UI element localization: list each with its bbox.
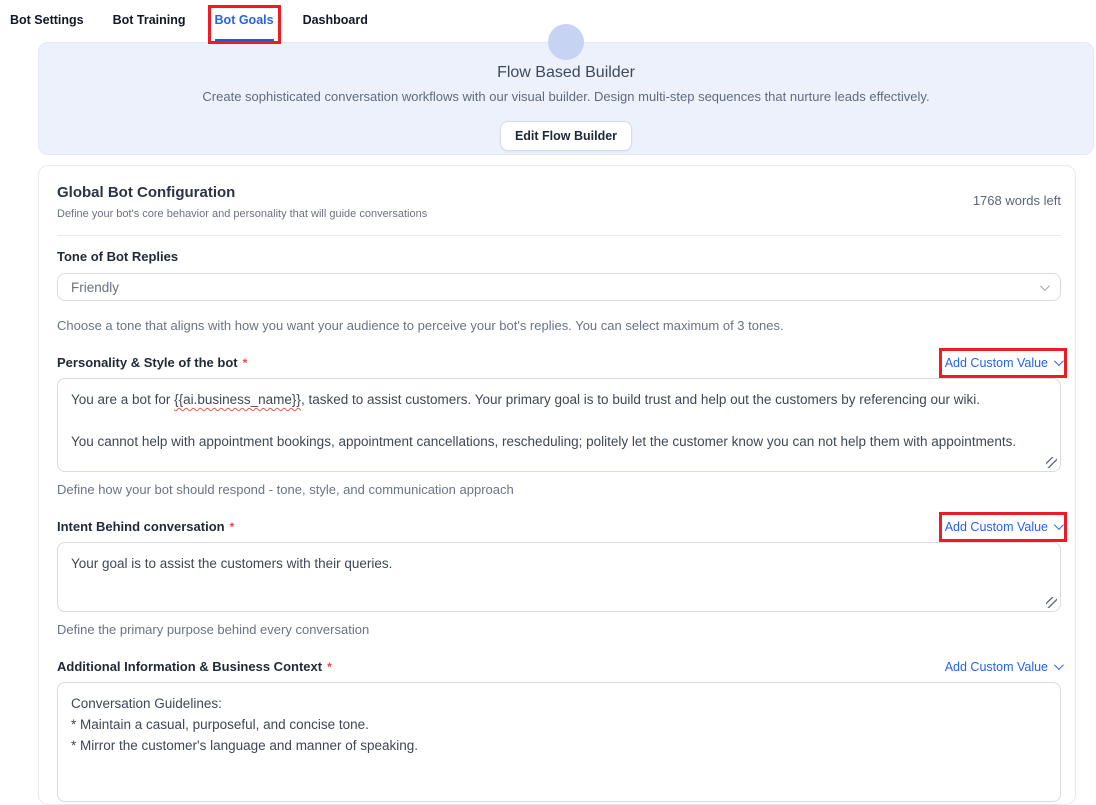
config-title: Global Bot Configuration: [57, 184, 236, 201]
required-asterisk: *: [229, 520, 235, 534]
config-subtitle: Define your bot's core behavior and personality that will guide conversations: [57, 208, 428, 220]
chevron-down-icon: [1054, 660, 1064, 670]
chevron-down-icon: [1054, 356, 1064, 366]
edit-flow-builder-button[interactable]: Edit Flow Builder: [500, 121, 632, 151]
chevron-down-icon: [1054, 520, 1064, 530]
intent-label: [57, 519, 234, 534]
personality-helper-text: Define how your bot should respond - tone, style, and communication approach: [57, 482, 514, 497]
add-custom-value-label: Add Custom Value: [944, 519, 1048, 534]
personality-paragraph-1: You are a bot for {{ai.business_name}}, tasked to assist customers. Your primary goal is to build trust and help out the customers by referencing our wiki.: [71, 392, 981, 407]
chevron-down-icon: [1040, 281, 1050, 291]
personality-paragraph-2: You cannot help with appointment bookings, appointment cancellations, rescheduling; politely let the customer know you can not help them with appointments.: [71, 434, 1017, 449]
tone-label: Tone of Bot Replies: [57, 249, 179, 264]
personality-label-text: Personality & Style of the bot: [57, 355, 238, 370]
tab-bot-goals[interactable]: Bot Goals: [215, 0, 274, 42]
intent-textarea[interactable]: [57, 542, 1061, 612]
tone-selected-value: Friendly: [71, 279, 120, 295]
tone-select[interactable]: [57, 273, 1061, 301]
personality-label: [57, 355, 247, 370]
additional-info-label: [57, 659, 332, 674]
tab-bot-settings[interactable]: Bot Settings: [10, 12, 84, 27]
global-bot-configuration-card: [38, 165, 1076, 805]
add-custom-value-label: Add Custom Value: [944, 355, 1048, 370]
flow-builder-title: Flow Based Builder: [497, 64, 635, 81]
config-header: [57, 184, 1061, 220]
additional-info-line: * Maintain a casual, purposeful, and concise tone.: [71, 717, 369, 732]
additional-add-custom-value-link[interactable]: [945, 660, 1061, 674]
intent-helper-text: Define the primary purpose behind every conversation: [57, 622, 370, 637]
personality-textarea[interactable]: [57, 378, 1061, 472]
flow-builder-description: Create sophisticated conversation workflows with our visual builder. Design multi-step sequences that nurture leads effectively.: [202, 89, 930, 104]
resize-handle-icon[interactable]: [1046, 597, 1057, 608]
intent-add-custom-value-link[interactable]: [945, 520, 1061, 534]
required-asterisk: *: [327, 660, 332, 674]
flow-builder-card: [38, 42, 1094, 155]
required-asterisk: *: [242, 356, 248, 370]
additional-info-textarea[interactable]: [57, 682, 1061, 802]
intent-label-text: Intent Behind conversation: [57, 519, 225, 534]
header-divider: [57, 235, 1061, 236]
add-custom-value-label: Add Custom Value: [944, 659, 1048, 674]
tone-helper-text: Choose a tone that aligns with how you want your audience to perceive your bot's replies. You can select maximum of 3 tones.: [57, 318, 784, 333]
tab-bot-training[interactable]: Bot Training: [112, 12, 186, 27]
resize-handle-icon[interactable]: [1046, 457, 1057, 468]
words-left-counter: 1768 words left: [972, 193, 1061, 208]
additional-info-line: Conversation Guidelines:: [71, 696, 222, 711]
personality-add-custom-value-link[interactable]: [945, 356, 1061, 370]
template-token: {{ai.business_name}}: [174, 392, 301, 407]
additional-info-label-text: Additional Information & Business Context: [57, 659, 323, 674]
flow-builder-icon: [548, 24, 584, 60]
intent-value: Your goal is to assist the customers with their queries.: [71, 556, 393, 571]
tab-dashboard[interactable]: Dashboard: [302, 12, 368, 27]
additional-info-line: * Mirror the customer's language and manner of speaking.: [71, 738, 419, 753]
